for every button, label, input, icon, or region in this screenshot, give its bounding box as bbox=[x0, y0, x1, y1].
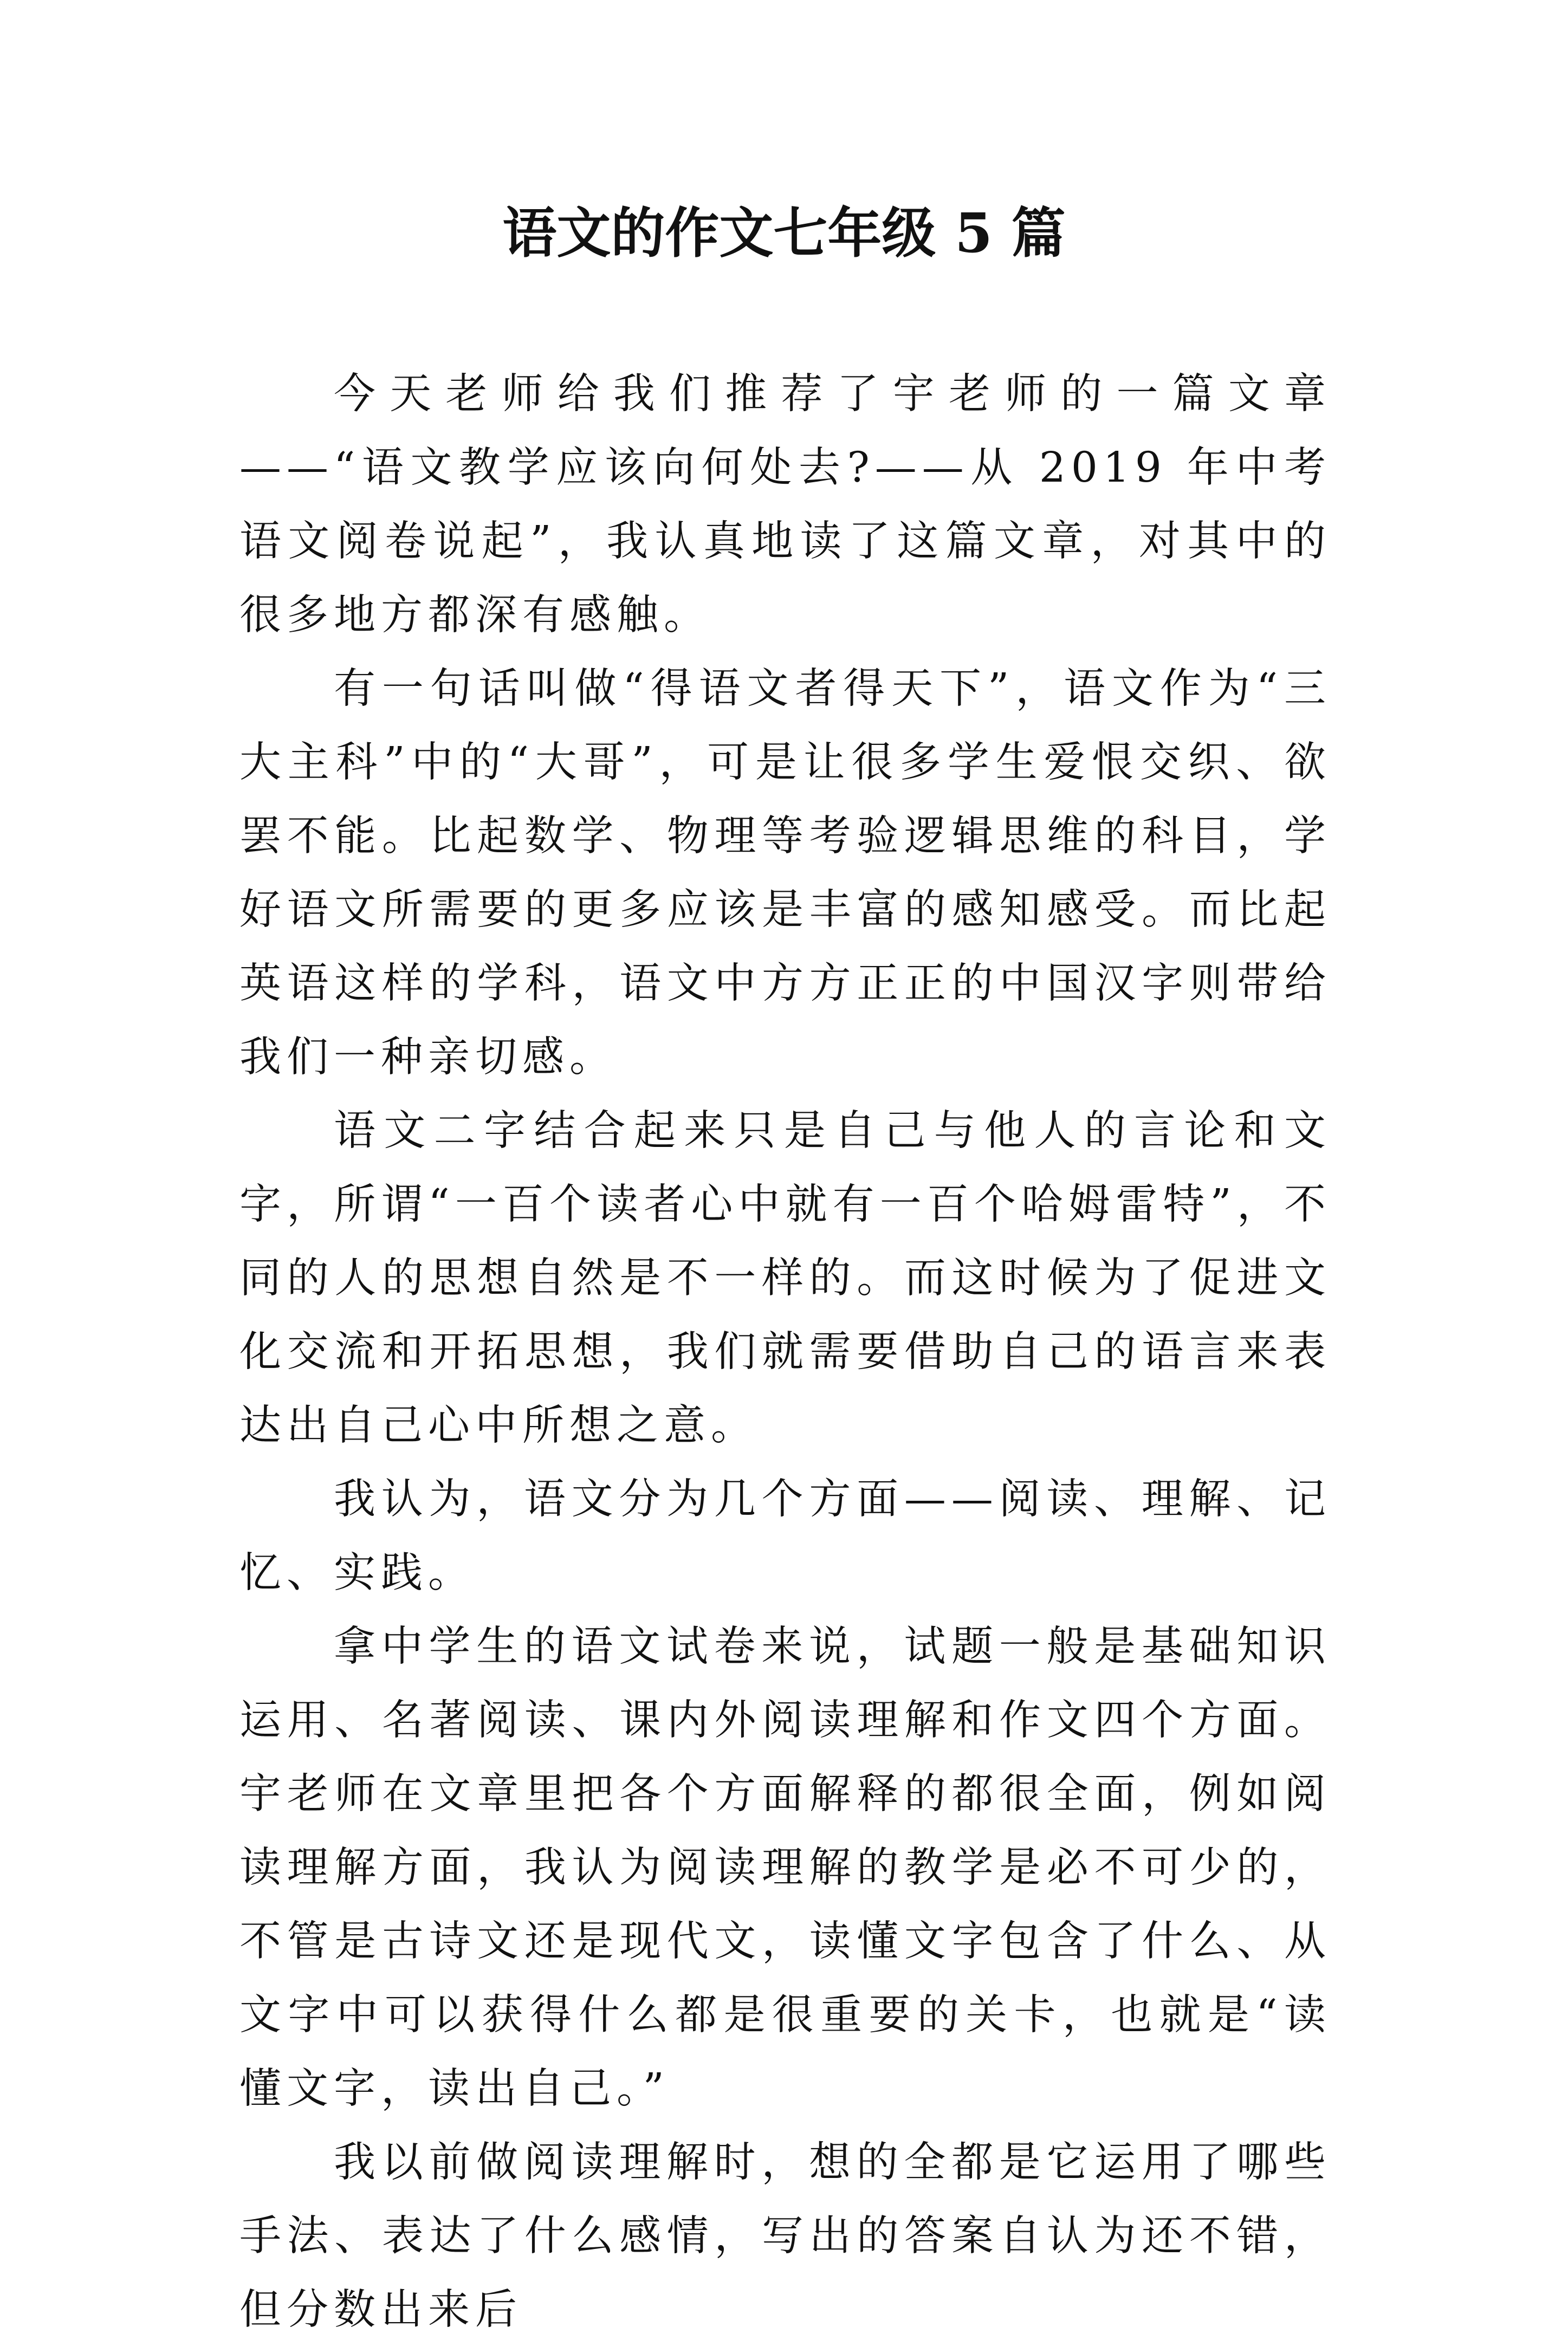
paragraph: 我认为，语文分为几个方面——阅读、理解、记忆、实践。 bbox=[239, 1475, 1331, 1597]
paragraph: 我以前做阅读理解时，想的全都是它运用了哪些手法、表达了什么感情，写出的答案自认为还不错，但分数出来后 bbox=[239, 2138, 1331, 2334]
paragraph: 拿中学生的语文试卷来说，试题一般是基础知识运用、名著阅读、课内外阅读理解和作文四个方面。宇老师在文章里把各个方面解释的都很全面，例如阅读理解方面，我认为阅读理解的教学是必不可少的，不管是古诗文还是现代文，读懂文字包含了什么、从文字中可以获得什么都是很重要的关卡，也就是“读懂文字，读出自己。” bbox=[239, 1623, 1331, 2113]
document-body bbox=[239, 358, 1331, 2347]
paragraph: 语文二字结合起来只是自己与他人的言论和文字，所谓“一百个读者心中就有一百个哈姆雷特”，不同的人的思想自然是不一样的。而这时候为了促进文化交流和开拓思想，我们就需要借助自己的语言来表达出自己心中所想之意。 bbox=[239, 1107, 1331, 1450]
paragraph: 今天老师给我们推荐了宇老师的一篇文章——“语文教学应该向何处去?——从 2019 年中考语文阅卷说起”，我认真地读了这篇文章，对其中的很多地方都深有感触。 bbox=[239, 370, 1331, 639]
document-title: 语文的作文七年级 5 篇 bbox=[502, 201, 1066, 265]
paragraph: 有一句话叫做“得语文者得天下”，语文作为“三大主科”中的“大哥”，可是让很多学生爱恨交织、欲罢不能。比起数学、物理等考验逻辑思维的科目，学好语文所需要的更多应该是丰富的感知感受。而比起英语这样的学科，语文中方方正正的中国汉字则带给我们一种亲切感。 bbox=[239, 665, 1331, 1081]
